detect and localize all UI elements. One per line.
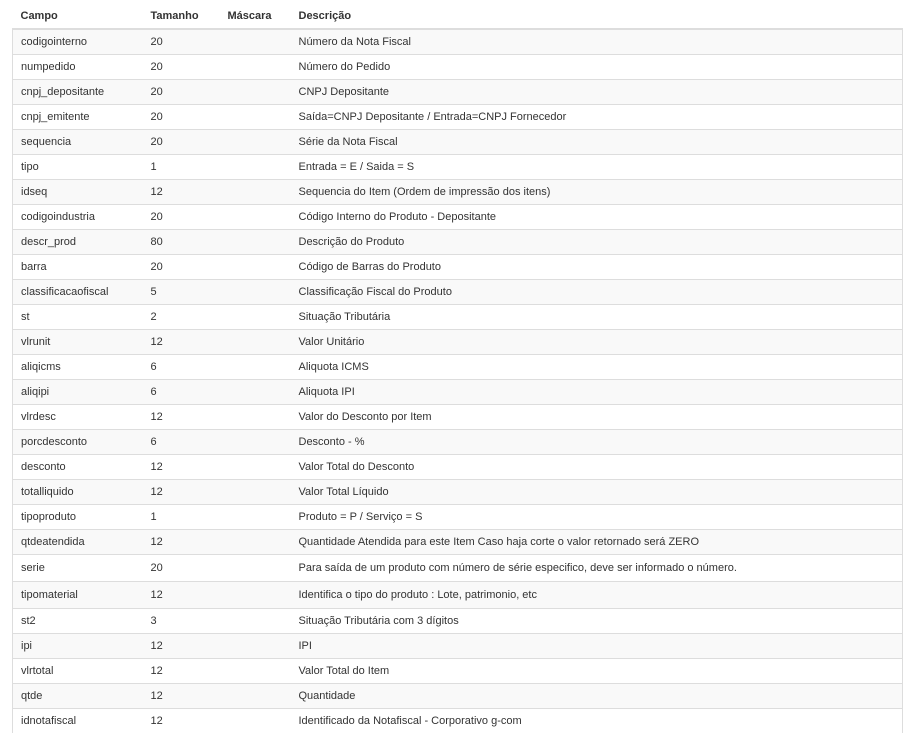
cell-campo: cnpj_emitente xyxy=(13,105,143,130)
table-row xyxy=(13,29,903,55)
cell-descricao: Situação Tributária xyxy=(291,305,903,330)
table-row xyxy=(13,505,903,530)
cell-campo: qtde xyxy=(13,684,143,709)
table-row xyxy=(13,280,903,305)
cell-campo: ipi xyxy=(13,634,143,659)
cell-mascara xyxy=(220,380,291,405)
cell-mascara xyxy=(220,480,291,505)
cell-campo: classificacaofiscal xyxy=(13,280,143,305)
cell-campo: idseq xyxy=(13,180,143,205)
cell-tamanho: 12 xyxy=(143,480,220,505)
cell-mascara xyxy=(220,684,291,709)
table-row xyxy=(13,530,903,555)
table-row xyxy=(13,355,903,380)
cell-tamanho: 12 xyxy=(143,659,220,684)
table-row xyxy=(13,555,903,582)
cell-campo: barra xyxy=(13,255,143,280)
cell-campo: porcdesconto xyxy=(13,430,143,455)
header-mascara: Máscara xyxy=(220,4,291,29)
cell-tamanho: 5 xyxy=(143,280,220,305)
table-row xyxy=(13,80,903,105)
table-row xyxy=(13,684,903,709)
cell-tamanho: 6 xyxy=(143,430,220,455)
cell-descricao: IPI xyxy=(291,634,903,659)
table-row xyxy=(13,130,903,155)
cell-descricao: Para saída de um produto com número de série especifico, deve ser informado o número. xyxy=(291,555,903,582)
table-row xyxy=(13,330,903,355)
cell-mascara xyxy=(220,155,291,180)
cell-mascara xyxy=(220,330,291,355)
cell-campo: vlrunit xyxy=(13,330,143,355)
table-body xyxy=(13,29,903,733)
cell-mascara xyxy=(220,230,291,255)
table-row xyxy=(13,180,903,205)
cell-mascara xyxy=(220,80,291,105)
cell-tamanho: 12 xyxy=(143,405,220,430)
cell-mascara xyxy=(220,180,291,205)
table-row xyxy=(13,709,903,734)
cell-tamanho: 20 xyxy=(143,130,220,155)
cell-tamanho: 20 xyxy=(143,55,220,80)
cell-descricao: Código de Barras do Produto xyxy=(291,255,903,280)
table-row xyxy=(13,634,903,659)
cell-descricao: Identifica o tipo do produto : Lote, patrimonio, etc xyxy=(291,582,903,609)
cell-mascara xyxy=(220,205,291,230)
table-row xyxy=(13,205,903,230)
cell-mascara xyxy=(220,105,291,130)
cell-tamanho: 12 xyxy=(143,180,220,205)
cell-campo: sequencia xyxy=(13,130,143,155)
cell-descricao: Entrada = E / Saida = S xyxy=(291,155,903,180)
cell-mascara xyxy=(220,430,291,455)
cell-tamanho: 1 xyxy=(143,505,220,530)
cell-descricao: Aliquota IPI xyxy=(291,380,903,405)
cell-descricao: Descrição do Produto xyxy=(291,230,903,255)
header-descricao: Descrição xyxy=(291,4,903,29)
cell-mascara xyxy=(220,505,291,530)
table-row xyxy=(13,430,903,455)
table-row xyxy=(13,659,903,684)
cell-campo: idnotafiscal xyxy=(13,709,143,734)
cell-tamanho: 12 xyxy=(143,455,220,480)
cell-mascara xyxy=(220,659,291,684)
cell-descricao: Valor Total do Item xyxy=(291,659,903,684)
cell-tamanho: 2 xyxy=(143,305,220,330)
table-row xyxy=(13,582,903,609)
cell-descricao: Número da Nota Fiscal xyxy=(291,29,903,55)
cell-descricao: Sequencia do Item (Ordem de impressão dos itens) xyxy=(291,180,903,205)
cell-campo: cnpj_depositante xyxy=(13,80,143,105)
cell-campo: qtdeatendida xyxy=(13,530,143,555)
cell-mascara xyxy=(220,555,291,582)
cell-tamanho: 12 xyxy=(143,634,220,659)
cell-tamanho: 12 xyxy=(143,684,220,709)
cell-descricao: Valor Total do Desconto xyxy=(291,455,903,480)
cell-descricao: Valor Unitário xyxy=(291,330,903,355)
cell-campo: desconto xyxy=(13,455,143,480)
table-row xyxy=(13,255,903,280)
header-row xyxy=(13,4,903,29)
cell-tamanho: 3 xyxy=(143,609,220,634)
cell-descricao: Quantidade Atendida para este Item Caso haja corte o valor retornado será ZERO xyxy=(291,530,903,555)
fields-table xyxy=(12,4,903,733)
cell-campo: st2 xyxy=(13,609,143,634)
cell-descricao: Desconto - % xyxy=(291,430,903,455)
table-row xyxy=(13,55,903,80)
cell-mascara xyxy=(220,280,291,305)
cell-campo: vlrdesc xyxy=(13,405,143,430)
cell-tamanho: 80 xyxy=(143,230,220,255)
cell-mascara xyxy=(220,609,291,634)
table-row xyxy=(13,155,903,180)
table-row xyxy=(13,480,903,505)
cell-descricao: Quantidade xyxy=(291,684,903,709)
cell-descricao: Produto = P / Serviço = S xyxy=(291,505,903,530)
cell-tamanho: 20 xyxy=(143,29,220,55)
cell-descricao: Identificado da Notafiscal - Corporativo g-com xyxy=(291,709,903,734)
cell-descricao: Saída=CNPJ Depositante / Entrada=CNPJ Fornecedor xyxy=(291,105,903,130)
cell-tamanho: 20 xyxy=(143,255,220,280)
table-row xyxy=(13,455,903,480)
cell-mascara xyxy=(220,455,291,480)
cell-mascara xyxy=(220,355,291,380)
cell-campo: serie xyxy=(13,555,143,582)
cell-mascara xyxy=(220,305,291,330)
table-row xyxy=(13,380,903,405)
cell-mascara xyxy=(220,55,291,80)
cell-descricao: Situação Tributária com 3 dígitos xyxy=(291,609,903,634)
cell-tamanho: 20 xyxy=(143,105,220,130)
cell-mascara xyxy=(220,582,291,609)
cell-descricao: Código Interno do Produto - Depositante xyxy=(291,205,903,230)
cell-descricao: Classificação Fiscal do Produto xyxy=(291,280,903,305)
cell-campo: vlrtotal xyxy=(13,659,143,684)
cell-descricao: Valor Total Líquido xyxy=(291,480,903,505)
cell-tamanho: 6 xyxy=(143,380,220,405)
cell-tamanho: 6 xyxy=(143,355,220,380)
cell-mascara xyxy=(220,530,291,555)
cell-tamanho: 12 xyxy=(143,330,220,355)
cell-descricao: Valor do Desconto por Item xyxy=(291,405,903,430)
cell-mascara xyxy=(220,29,291,55)
cell-descricao: Aliquota ICMS xyxy=(291,355,903,380)
cell-campo: numpedido xyxy=(13,55,143,80)
cell-descricao: CNPJ Depositante xyxy=(291,80,903,105)
cell-campo: totalliquido xyxy=(13,480,143,505)
cell-tamanho: 12 xyxy=(143,582,220,609)
cell-mascara xyxy=(220,405,291,430)
cell-tamanho: 20 xyxy=(143,205,220,230)
cell-campo: tipoproduto xyxy=(13,505,143,530)
table-row xyxy=(13,305,903,330)
cell-mascara xyxy=(220,255,291,280)
cell-campo: codigoindustria xyxy=(13,205,143,230)
table-row xyxy=(13,105,903,130)
cell-campo: codigointerno xyxy=(13,29,143,55)
table-row xyxy=(13,230,903,255)
cell-campo: descr_prod xyxy=(13,230,143,255)
table-row xyxy=(13,609,903,634)
cell-mascara xyxy=(220,709,291,734)
fields-table-container xyxy=(12,4,903,733)
cell-descricao: Número do Pedido xyxy=(291,55,903,80)
cell-tamanho: 12 xyxy=(143,709,220,734)
cell-campo: st xyxy=(13,305,143,330)
cell-campo: aliqicms xyxy=(13,355,143,380)
cell-tamanho: 1 xyxy=(143,155,220,180)
table-header xyxy=(13,4,903,29)
cell-tamanho: 12 xyxy=(143,530,220,555)
header-tamanho: Tamanho xyxy=(143,4,220,29)
cell-tamanho: 20 xyxy=(143,555,220,582)
cell-mascara xyxy=(220,130,291,155)
cell-campo: aliqipi xyxy=(13,380,143,405)
cell-tamanho: 20 xyxy=(143,80,220,105)
table-row xyxy=(13,405,903,430)
cell-campo: tipomaterial xyxy=(13,582,143,609)
cell-mascara xyxy=(220,634,291,659)
header-campo: Campo xyxy=(13,4,143,29)
cell-campo: tipo xyxy=(13,155,143,180)
cell-descricao: Série da Nota Fiscal xyxy=(291,130,903,155)
